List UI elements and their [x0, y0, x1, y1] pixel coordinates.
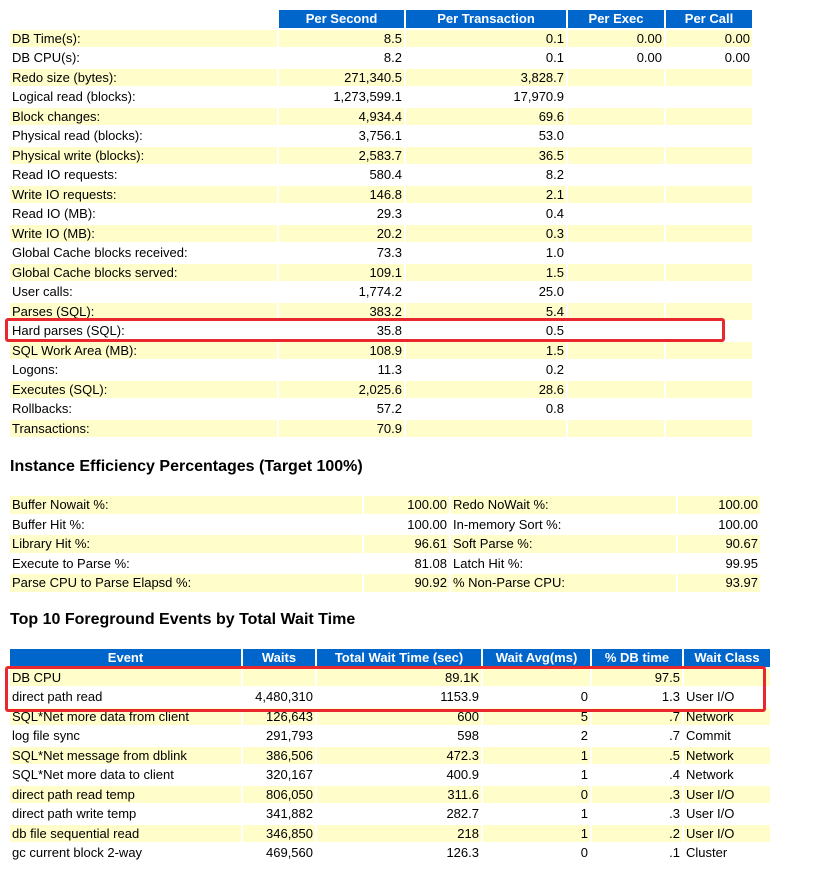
table-cell: 4,934.4	[279, 108, 404, 126]
table-cell: User calls:	[10, 283, 277, 301]
load-profile-body	[10, 30, 752, 438]
table-cell: 580.4	[279, 166, 404, 184]
header-cell: Per Exec	[568, 10, 664, 28]
header-cell: % DB time	[592, 649, 682, 667]
header-cell: Waits	[243, 649, 315, 667]
table-cell: .2	[592, 825, 682, 843]
table-cell: 97.5	[592, 669, 682, 687]
section-title-events: Top 10 Foreground Events by Total Wait Time	[10, 611, 356, 628]
table-cell: 100.00	[678, 516, 760, 534]
table-row	[10, 88, 752, 106]
table-cell: direct path read	[10, 688, 241, 706]
table-cell: gc current block 2-way	[10, 844, 241, 862]
table-cell: 20.2	[279, 225, 404, 243]
table-cell: 0.1	[406, 49, 566, 67]
efficiency-body	[10, 496, 760, 592]
table-row	[10, 264, 752, 282]
table-row	[10, 496, 760, 514]
table-cell: Physical read (blocks):	[10, 127, 277, 145]
table-cell: % Non-Parse CPU:	[451, 574, 676, 592]
header-cell: Total Wait Time (sec)	[317, 649, 481, 667]
table-cell: 5.4	[406, 303, 566, 321]
table-cell: Library Hit %:	[10, 535, 362, 553]
table-cell: 271,340.5	[279, 69, 404, 87]
load-profile-table	[8, 8, 754, 439]
table-cell: 89.1K	[317, 669, 481, 687]
table-row	[10, 342, 752, 360]
table-row	[10, 400, 752, 418]
table-cell	[568, 166, 664, 184]
table-cell	[666, 166, 752, 184]
table-cell: 0.00	[666, 49, 752, 67]
table-row	[10, 361, 752, 379]
header-cell: Wait Avg(ms)	[483, 649, 590, 667]
table-cell: 81.08	[364, 555, 449, 573]
table-row	[10, 844, 770, 862]
table-cell: Logons:	[10, 361, 277, 379]
table-row	[10, 127, 752, 145]
table-cell: .7	[592, 708, 682, 726]
header-cell: Wait Class	[684, 649, 770, 667]
table-cell: 29.3	[279, 205, 404, 223]
table-row	[10, 747, 770, 765]
table-cell: User I/O	[684, 805, 770, 823]
table-cell: Read IO (MB):	[10, 205, 277, 223]
table-cell: Executes (SQL):	[10, 381, 277, 399]
table-cell	[568, 342, 664, 360]
table-cell: 1,273,599.1	[279, 88, 404, 106]
table-cell	[568, 88, 664, 106]
header-cell: Per Second	[279, 10, 404, 28]
table-cell: 73.3	[279, 244, 404, 262]
table-cell: 311.6	[317, 786, 481, 804]
table-row	[10, 30, 752, 48]
table-cell: 0.00	[568, 49, 664, 67]
table-cell	[568, 420, 664, 438]
table-cell: 126,643	[243, 708, 315, 726]
table-cell: Commit	[684, 727, 770, 745]
table-row	[10, 381, 752, 399]
table-cell: Network	[684, 766, 770, 784]
table-cell	[568, 186, 664, 204]
table-cell: 90.92	[364, 574, 449, 592]
table-row	[10, 727, 770, 745]
table-cell: 383.2	[279, 303, 404, 321]
table-cell	[666, 147, 752, 165]
table-cell: 2,025.6	[279, 381, 404, 399]
table-row	[10, 535, 760, 553]
table-cell	[666, 264, 752, 282]
table-cell	[568, 244, 664, 262]
table-cell: Network	[684, 747, 770, 765]
table-cell: 320,167	[243, 766, 315, 784]
table-cell: Network	[684, 708, 770, 726]
table-cell	[568, 69, 664, 87]
table-cell: 69.6	[406, 108, 566, 126]
table-cell: 1153.9	[317, 688, 481, 706]
highlight-box-top-events	[5, 666, 766, 712]
table-cell: 600	[317, 708, 481, 726]
table-cell: 28.6	[406, 381, 566, 399]
table-cell	[666, 361, 752, 379]
table-cell: 35.8	[279, 322, 404, 340]
header-cell: Per Transaction	[406, 10, 566, 28]
table-cell: direct path write temp	[10, 805, 241, 823]
table-cell: Hard parses (SQL):	[10, 322, 277, 340]
table-row	[10, 825, 770, 843]
table-cell: 0	[483, 688, 590, 706]
table-row	[10, 516, 760, 534]
table-cell: 8.2	[279, 49, 404, 67]
table-cell: 218	[317, 825, 481, 843]
table-row	[10, 766, 770, 784]
table-cell: 291,793	[243, 727, 315, 745]
table-row	[10, 805, 770, 823]
table-cell: direct path read temp	[10, 786, 241, 804]
table-cell	[666, 225, 752, 243]
table-cell: .5	[592, 747, 682, 765]
table-cell: 109.1	[279, 264, 404, 282]
table-cell: SQL*Net more data to client	[10, 766, 241, 784]
table-cell: Parses (SQL):	[10, 303, 277, 321]
table-cell: .1	[592, 844, 682, 862]
table-cell: 1.0	[406, 244, 566, 262]
table-cell: .4	[592, 766, 682, 784]
table-cell: Soft Parse %:	[451, 535, 676, 553]
table-cell: 53.0	[406, 127, 566, 145]
table-cell: DB CPU(s):	[10, 49, 277, 67]
table-cell: 806,050	[243, 786, 315, 804]
table-cell: 90.67	[678, 535, 760, 553]
table-cell	[666, 342, 752, 360]
table-cell: 4,480,310	[243, 688, 315, 706]
table-cell	[568, 381, 664, 399]
table-cell	[666, 69, 752, 87]
table-row	[10, 786, 770, 804]
table-header-row	[10, 10, 752, 28]
table-cell: 0.00	[666, 30, 752, 48]
table-cell: 1,774.2	[279, 283, 404, 301]
table-cell: Read IO requests:	[10, 166, 277, 184]
table-cell: 1	[483, 747, 590, 765]
table-row	[10, 244, 752, 262]
table-cell: Physical write (blocks):	[10, 147, 277, 165]
table-row	[10, 555, 760, 573]
table-cell	[666, 186, 752, 204]
table-cell: 472.3	[317, 747, 481, 765]
table-cell	[666, 205, 752, 223]
table-cell	[666, 400, 752, 418]
table-cell: 0	[483, 844, 590, 862]
table-cell	[666, 127, 752, 145]
table-cell: 1	[483, 805, 590, 823]
highlight-box-hard-parses	[5, 318, 725, 342]
table-cell: 2.1	[406, 186, 566, 204]
table-row	[10, 166, 752, 184]
table-cell	[568, 127, 664, 145]
table-cell: 1	[483, 766, 590, 784]
table-cell	[406, 420, 566, 438]
table-cell: 0.1	[406, 30, 566, 48]
table-cell: User I/O	[684, 825, 770, 843]
table-cell	[568, 147, 664, 165]
table-cell: Buffer Hit %:	[10, 516, 362, 534]
table-cell: 11.3	[279, 361, 404, 379]
table-cell: SQL*Net message from dblink	[10, 747, 241, 765]
table-cell: Transactions:	[10, 420, 277, 438]
table-cell: 108.9	[279, 342, 404, 360]
table-cell: Latch Hit %:	[451, 555, 676, 573]
table-cell: 99.95	[678, 555, 760, 573]
table-cell: .3	[592, 786, 682, 804]
table-cell	[666, 381, 752, 399]
table-cell: 126.3	[317, 844, 481, 862]
table-cell: Parse CPU to Parse Elapsd %:	[10, 574, 362, 592]
table-cell: 2	[483, 727, 590, 745]
table-cell: 100.00	[364, 496, 449, 514]
table-cell: DB Time(s):	[10, 30, 277, 48]
table-cell: Block changes:	[10, 108, 277, 126]
table-cell	[568, 264, 664, 282]
table-cell: Redo NoWait %:	[451, 496, 676, 514]
table-cell: 146.8	[279, 186, 404, 204]
table-cell: Execute to Parse %:	[10, 555, 362, 573]
table-cell: 3,828.7	[406, 69, 566, 87]
table-cell: 93.97	[678, 574, 760, 592]
table-row	[10, 420, 752, 438]
table-row	[10, 574, 760, 592]
table-cell: 0.00	[568, 30, 664, 48]
table-cell: 36.5	[406, 147, 566, 165]
table-row	[10, 225, 752, 243]
table-cell	[666, 283, 752, 301]
table-cell: 8.2	[406, 166, 566, 184]
table-cell: 1	[483, 825, 590, 843]
table-row	[10, 283, 752, 301]
table-cell: 0.8	[406, 400, 566, 418]
table-row	[10, 147, 752, 165]
table-cell	[568, 205, 664, 223]
table-cell: Write IO requests:	[10, 186, 277, 204]
table-cell: User I/O	[684, 688, 770, 706]
table-cell: In-memory Sort %:	[451, 516, 676, 534]
table-row	[10, 69, 752, 87]
table-cell: 0.3	[406, 225, 566, 243]
header-cell: Per Call	[666, 10, 752, 28]
table-cell	[568, 361, 664, 379]
table-cell	[568, 225, 664, 243]
table-cell: 1.5	[406, 342, 566, 360]
header-cell	[10, 10, 277, 28]
table-cell	[568, 400, 664, 418]
table-cell: Cluster	[684, 844, 770, 862]
table-cell: User I/O	[684, 786, 770, 804]
table-cell: 469,560	[243, 844, 315, 862]
table-cell: 70.9	[279, 420, 404, 438]
table-cell: .7	[592, 727, 682, 745]
table-row	[10, 49, 752, 67]
table-cell: Rollbacks:	[10, 400, 277, 418]
table-cell	[568, 283, 664, 301]
table-cell	[666, 108, 752, 126]
table-cell: 1.3	[592, 688, 682, 706]
table-cell: 282.7	[317, 805, 481, 823]
table-header-row	[10, 649, 770, 667]
table-cell: db file sequential read	[10, 825, 241, 843]
table-cell: Global Cache blocks received:	[10, 244, 277, 262]
table-cell: 25.0	[406, 283, 566, 301]
table-cell: 96.61	[364, 535, 449, 553]
table-cell: .3	[592, 805, 682, 823]
table-cell: 100.00	[364, 516, 449, 534]
table-cell: 57.2	[279, 400, 404, 418]
table-cell: 0.5	[406, 322, 566, 340]
table-cell: SQL Work Area (MB):	[10, 342, 277, 360]
table-cell	[568, 108, 664, 126]
table-cell: 8.5	[279, 30, 404, 48]
table-cell	[666, 420, 752, 438]
table-row	[10, 108, 752, 126]
table-row	[10, 205, 752, 223]
table-cell: Redo size (bytes):	[10, 69, 277, 87]
table-cell: SQL*Net more data from client	[10, 708, 241, 726]
table-cell: 3,756.1	[279, 127, 404, 145]
table-cell: Global Cache blocks served:	[10, 264, 277, 282]
table-row	[10, 186, 752, 204]
table-cell: Write IO (MB):	[10, 225, 277, 243]
table-cell: 2,583.7	[279, 147, 404, 165]
header-cell: Event	[10, 649, 241, 667]
table-cell	[666, 244, 752, 262]
efficiency-table	[8, 494, 762, 594]
table-cell: 598	[317, 727, 481, 745]
table-cell: 386,506	[243, 747, 315, 765]
table-cell: 17,970.9	[406, 88, 566, 106]
table-cell: 0.2	[406, 361, 566, 379]
table-cell: 0.4	[406, 205, 566, 223]
table-cell	[666, 88, 752, 106]
table-cell: Logical read (blocks):	[10, 88, 277, 106]
table-cell: 5	[483, 708, 590, 726]
table-cell: 1.5	[406, 264, 566, 282]
section-title-efficiency: Instance Efficiency Percentages (Target 100%)	[10, 458, 363, 475]
table-cell: 400.9	[317, 766, 481, 784]
table-cell: log file sync	[10, 727, 241, 745]
table-cell: 341,882	[243, 805, 315, 823]
table-cell: Buffer Nowait %:	[10, 496, 362, 514]
table-cell: 100.00	[678, 496, 760, 514]
table-cell: 0	[483, 786, 590, 804]
table-cell: 346,850	[243, 825, 315, 843]
table-cell: DB CPU	[10, 669, 241, 687]
